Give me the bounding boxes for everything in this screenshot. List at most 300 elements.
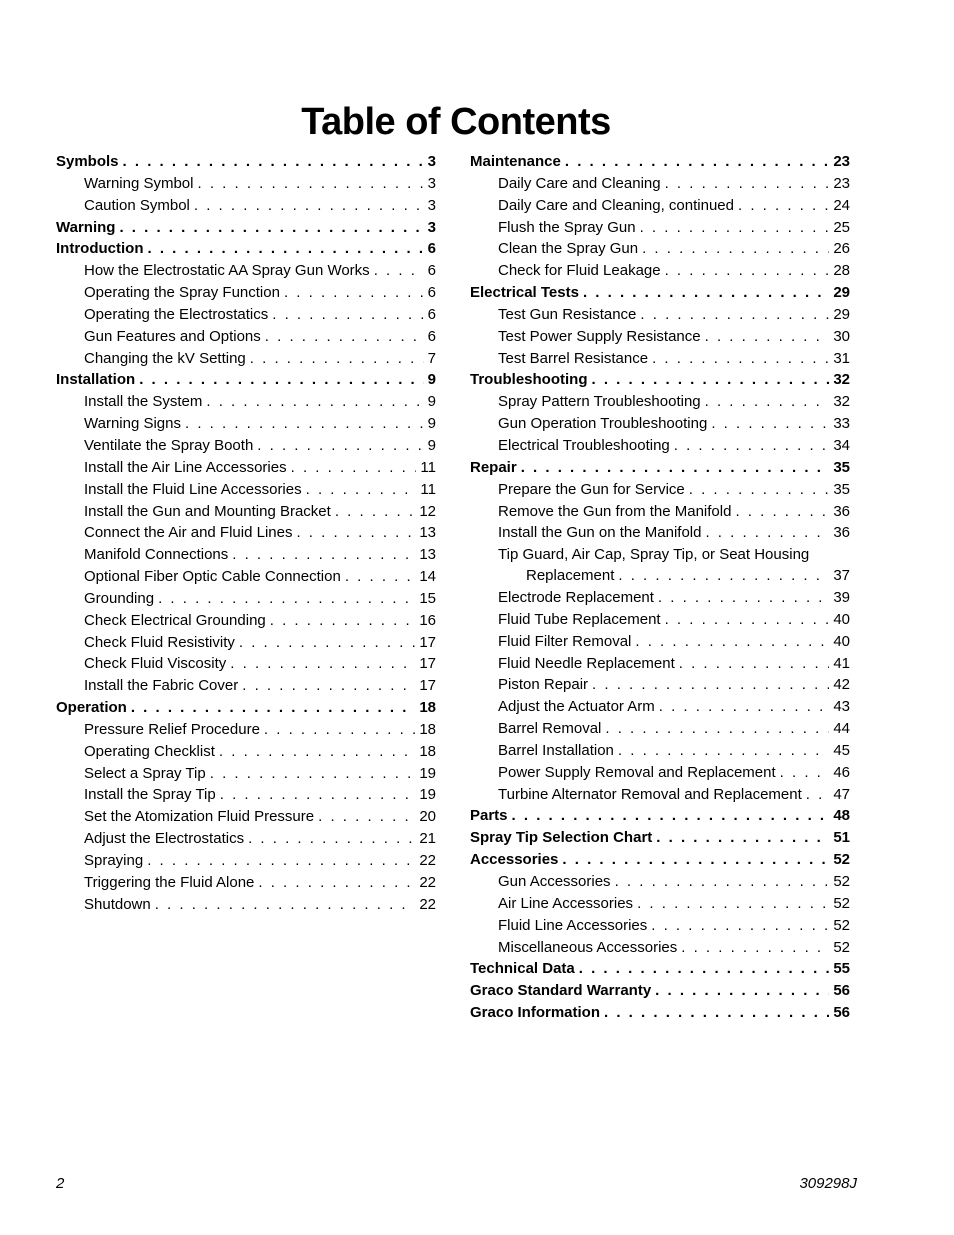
toc-entry-title: Check Fluid Viscosity — [84, 655, 227, 673]
toc-page-number: 24 — [833, 196, 850, 214]
dot-leader — [640, 217, 830, 239]
toc-entry-title: Triggering the Fluid Alone — [84, 873, 255, 891]
toc-entry-title: Flush the Spray Gun — [498, 218, 636, 236]
toc-page-number: 32 — [833, 371, 850, 389]
toc-page-number: 40 — [833, 632, 850, 650]
toc-entry-title: Spraying — [84, 852, 144, 869]
toc-subsection-entry[interactable] — [56, 719, 436, 741]
toc-page-number: 11 — [420, 458, 436, 476]
toc-page-number: 32 — [833, 393, 850, 411]
toc-entry-title: Gun Accessories — [498, 873, 611, 890]
toc-page-number: 3 — [427, 218, 436, 236]
toc-page-number: 17 — [419, 633, 436, 651]
toc-entry-title: Pressure Relief Procedure — [84, 720, 260, 738]
toc-subsection-entry[interactable] — [56, 391, 436, 413]
toc-page-number: 22 — [419, 852, 436, 869]
dot-leader — [147, 850, 415, 872]
toc-entry-title: Troubleshooting — [470, 371, 588, 389]
toc-subsection-entry[interactable] — [470, 565, 850, 587]
toc-entry-title: Parts — [470, 807, 508, 825]
toc-entry-title: Installation — [56, 371, 136, 389]
toc-entry-title: Technical Data — [470, 960, 575, 978]
dot-leader — [735, 501, 829, 523]
toc-entry-title: Adjust the Actuator Arm — [498, 698, 655, 716]
page-title: Table of Contents — [301, 101, 611, 143]
toc-entry-title: Operating the Spray Function — [84, 284, 280, 302]
toc-page-number: 17 — [419, 677, 436, 695]
toc-page-number: 47 — [833, 785, 850, 803]
toc-page-number: 19 — [419, 786, 436, 804]
toc-entry-title: Install the System — [84, 393, 203, 411]
dot-leader — [374, 260, 424, 282]
toc-entry-title-line: Tip Guard, Air Cap, Spray Tip, or Seat Housing — [498, 546, 810, 564]
toc-section-entry[interactable] — [470, 958, 850, 980]
dot-leader — [512, 805, 830, 827]
dot-leader — [665, 260, 830, 282]
dot-leader — [219, 741, 415, 763]
toc-page-number: 35 — [833, 480, 850, 498]
toc-subsection-entry[interactable] — [56, 828, 436, 850]
toc-page-number: 9 — [427, 371, 436, 389]
toc-entry-title: Install the Fluid Line Accessories — [84, 480, 302, 498]
toc-page-number: 6 — [427, 284, 436, 302]
toc-subsection-entry[interactable] — [56, 282, 436, 304]
dot-leader — [210, 763, 416, 785]
toc-entry-title: Check Fluid Resistivity — [84, 633, 235, 651]
dot-leader — [659, 696, 830, 718]
toc-subsection-entry[interactable] — [56, 806, 436, 828]
dot-leader — [665, 173, 830, 195]
dot-leader — [655, 980, 829, 1002]
dot-leader — [155, 894, 416, 916]
toc-entry-title: Check for Fluid Leakage — [498, 262, 661, 280]
toc-page-number: 14 — [419, 568, 436, 586]
dot-leader — [705, 326, 830, 348]
toc-entry-title: Maintenance — [470, 153, 561, 170]
dot-leader — [147, 238, 423, 260]
dot-leader — [565, 151, 829, 173]
dot-leader — [257, 435, 423, 457]
toc-entry-title: Warning Signs — [84, 415, 181, 433]
toc-entry-title: Daily Care and Cleaning, continued — [498, 196, 734, 214]
toc-section-entry[interactable] — [470, 980, 850, 1002]
dot-leader — [264, 719, 415, 741]
dot-leader — [579, 958, 830, 980]
dot-leader — [258, 872, 415, 894]
toc-subsection-entry[interactable] — [56, 348, 436, 370]
toc-subsection-entry[interactable] — [56, 260, 436, 282]
toc-page-number: 34 — [833, 436, 850, 454]
toc-page-number: 7 — [427, 349, 436, 367]
dot-leader — [658, 587, 829, 609]
dot-leader — [158, 588, 415, 610]
toc-subsection-entry[interactable] — [470, 696, 850, 718]
toc-subsection-entry[interactable] — [470, 631, 850, 653]
toc-entry-title: Graco Standard Warranty — [470, 982, 652, 1000]
toc-section-entry[interactable] — [470, 369, 850, 391]
dot-leader — [265, 326, 424, 348]
toc-page-number: 18 — [419, 742, 436, 760]
toc-entry-title: Miscellaneous Accessories — [498, 938, 678, 956]
dot-leader — [651, 915, 829, 937]
toc-subsection-entry[interactable] — [56, 610, 436, 632]
toc-section-entry[interactable] — [470, 849, 850, 871]
toc-section-entry[interactable] — [56, 238, 436, 260]
toc-column-left — [56, 151, 436, 916]
toc-subsection-entry[interactable] — [470, 609, 850, 631]
toc-subsection-entry[interactable] — [470, 326, 850, 348]
toc-entry-title: Barrel Installation — [498, 741, 614, 759]
toc-subsection-entry[interactable] — [56, 741, 436, 763]
dot-leader — [640, 304, 829, 326]
dot-leader — [656, 827, 829, 849]
toc-entry-title: Air Line Accessories — [498, 894, 634, 912]
toc-subsection-entry[interactable] — [470, 871, 850, 893]
toc-entry-title: Warning Symbol — [84, 174, 194, 192]
toc-entry-title: Fluid Tube Replacement — [498, 610, 661, 628]
toc-page-number: 25 — [833, 218, 850, 236]
toc-entry-title: Caution Symbol — [84, 196, 190, 214]
toc-subsection-entry[interactable] — [470, 391, 850, 413]
toc-page-number: 56 — [833, 1004, 850, 1022]
toc-column-right — [470, 151, 850, 1024]
toc-subsection-entry[interactable] — [470, 740, 850, 762]
toc-entry-title: Warning — [56, 218, 116, 236]
toc-entry-title: Electrode Replacement — [498, 589, 654, 607]
dot-leader — [738, 195, 829, 217]
toc-page-number: 18 — [419, 699, 436, 717]
dot-leader — [139, 369, 423, 391]
toc-page-number: 40 — [833, 610, 850, 628]
toc-subsection-entry[interactable] — [470, 435, 850, 457]
toc-page-number: 28 — [833, 262, 850, 280]
dot-leader — [230, 653, 415, 675]
toc-subsection-entry[interactable] — [470, 915, 850, 937]
toc-subsection-entry[interactable] — [470, 674, 850, 696]
dot-leader — [635, 631, 829, 653]
toc-page-number: 26 — [833, 240, 850, 258]
toc-page-number: 55 — [833, 960, 850, 978]
dot-leader — [242, 675, 415, 697]
dot-leader — [618, 740, 829, 762]
dot-leader — [194, 195, 424, 217]
toc-entry-title: Shutdown — [84, 895, 151, 913]
toc-page-number: 43 — [833, 698, 850, 716]
toc-page-number: 22 — [419, 895, 436, 913]
toc-section-entry[interactable] — [470, 282, 850, 304]
toc-subsection-entry[interactable] — [56, 675, 436, 697]
toc-entry-title: Spray Tip Selection Chart — [470, 829, 653, 847]
toc-entry-title: Check Electrical Grounding — [84, 611, 266, 629]
toc-page-number: 6 — [427, 240, 436, 258]
dot-leader — [291, 457, 417, 479]
toc-subsection-entry[interactable] — [470, 937, 850, 959]
toc-section-entry[interactable] — [56, 151, 436, 173]
toc-subsection-entry[interactable] — [56, 544, 436, 566]
toc-page-number: 20 — [419, 808, 436, 826]
toc-entry-title: Install the Spray Tip — [84, 786, 216, 804]
dot-leader — [592, 369, 830, 391]
toc-subsection-entry[interactable] — [470, 413, 850, 435]
toc-page-number: 3 — [427, 174, 436, 192]
dot-leader — [220, 784, 416, 806]
toc-page-number: 31 — [833, 349, 850, 367]
dot-leader — [206, 391, 423, 413]
dot-leader — [185, 413, 424, 435]
dot-leader — [583, 282, 829, 304]
toc-page-number: 16 — [419, 611, 436, 629]
toc-subsection-entry[interactable] — [56, 566, 436, 588]
toc-entry-title: Turbine Alternator Removal and Replacement — [498, 785, 802, 803]
toc-subsection-entry[interactable] — [470, 762, 850, 784]
toc-page-number: 52 — [833, 873, 850, 890]
toc-page-number: 17 — [419, 655, 436, 673]
toc-subsection-entry[interactable] — [56, 413, 436, 435]
toc-page-number: 18 — [419, 720, 436, 738]
dot-leader — [197, 173, 423, 195]
toc-entry-title: Repair — [470, 458, 517, 476]
toc-subsection-entry[interactable] — [56, 522, 436, 544]
toc-entry-title: Install the Gun on the Manifold — [498, 524, 702, 542]
toc-entry-title: Electrical Tests — [470, 284, 579, 302]
toc-entry-title: Piston Repair — [498, 676, 589, 694]
footer-page-number: 2 — [56, 1175, 65, 1192]
toc-subsection-entry[interactable] — [56, 763, 436, 785]
toc-subsection-entry[interactable] — [56, 653, 436, 675]
toc-subsection-entry[interactable] — [470, 479, 850, 501]
dot-leader — [780, 762, 830, 784]
toc-entry-title: Fluid Filter Removal — [498, 632, 632, 650]
toc-section-entry[interactable] — [470, 805, 850, 827]
toc-page-number: 6 — [427, 327, 436, 345]
toc-subsection-entry[interactable] — [470, 893, 850, 915]
toc-page-number: 13 — [419, 524, 436, 542]
toc-page-number: 46 — [833, 763, 850, 781]
toc-page-number: 3 — [427, 153, 436, 170]
dot-leader — [306, 479, 417, 501]
toc-page-number: 30 — [833, 327, 850, 345]
dot-leader — [615, 871, 830, 893]
toc-subsection-entry[interactable] — [470, 217, 850, 239]
toc-entry-title: Clean the Spray Gun — [498, 240, 639, 258]
toc-subsection-entry[interactable] — [56, 435, 436, 457]
dot-leader — [131, 697, 415, 719]
toc-page-number: 9 — [427, 415, 436, 433]
dot-leader — [270, 610, 416, 632]
toc-entry-title: Install the Fabric Cover — [84, 677, 239, 695]
dot-leader — [296, 522, 415, 544]
toc-subsection-entry[interactable] — [56, 457, 436, 479]
toc-page-number: 12 — [419, 502, 436, 520]
toc-entry-title: Prepare the Gun for Service — [498, 480, 685, 498]
toc-page-number: 6 — [427, 262, 436, 280]
dot-leader — [618, 565, 829, 587]
toc-entry-title: Test Gun Resistance — [498, 305, 637, 323]
dot-leader — [318, 806, 415, 828]
toc-entry-title: Daily Care and Cleaning — [498, 174, 661, 192]
toc-subsection-entry[interactable] — [56, 173, 436, 195]
toc-page-number: 52 — [833, 851, 850, 869]
toc-entry-title: Install the Gun and Mounting Bracket — [84, 502, 331, 520]
toc-page-number: 11 — [420, 480, 436, 498]
dot-leader — [123, 151, 424, 173]
dot-leader — [605, 718, 829, 740]
toc-subsection-entry[interactable] — [470, 522, 850, 544]
dot-leader — [679, 653, 830, 675]
toc-page-number: 45 — [833, 741, 850, 759]
toc-entry-title: Remove the Gun from the Manifold — [498, 502, 732, 520]
toc-subsection-entry[interactable] — [56, 632, 436, 654]
dot-leader — [521, 457, 830, 479]
toc-subsection-entry[interactable] — [470, 260, 850, 282]
toc-subsection-entry[interactable] — [56, 479, 436, 501]
toc-page-number: 42 — [833, 676, 850, 694]
dot-leader — [562, 849, 829, 871]
toc-page-number: 35 — [833, 458, 850, 476]
toc-entry-title: Power Supply Removal and Replacement — [498, 763, 776, 781]
toc-entry-title: Install the Air Line Accessories — [84, 458, 287, 476]
dot-leader — [652, 348, 829, 370]
toc-entry-title: Operation — [56, 699, 127, 717]
dot-leader — [674, 435, 830, 457]
toc-subsection-entry[interactable] — [470, 653, 850, 675]
toc-subsection-entry[interactable] — [56, 872, 436, 894]
toc-subsection-entry[interactable] — [470, 173, 850, 195]
toc-page-number: 52 — [833, 894, 850, 912]
toc-subsection-entry[interactable] — [56, 588, 436, 610]
toc-section-entry[interactable] — [56, 217, 436, 239]
toc-section-entry[interactable] — [470, 827, 850, 849]
toc-page-number: 56 — [833, 982, 850, 1000]
toc-page-number: 9 — [427, 393, 436, 411]
toc-entry-title: Operating the Electrostatics — [84, 305, 269, 323]
toc-page-number: 13 — [419, 546, 436, 564]
toc-entry-title: Fluid Needle Replacement — [498, 654, 675, 672]
dot-leader — [711, 413, 829, 435]
toc-page-number: 21 — [419, 830, 436, 848]
toc-subsection-entry[interactable] — [470, 238, 850, 260]
dot-leader — [604, 1002, 829, 1024]
toc-entry-title: Spray Pattern Troubleshooting — [498, 393, 701, 411]
toc-entry-title: Manifold Connections — [84, 546, 229, 564]
toc-entry-title: Introduction — [56, 240, 144, 258]
toc-entry-title: Set the Atomization Fluid Pressure — [84, 808, 315, 826]
dot-leader — [637, 893, 829, 915]
toc-page-number: 29 — [833, 305, 850, 323]
toc-page-number: 23 — [833, 174, 850, 192]
toc-page-number: 39 — [833, 589, 850, 607]
toc-subsection-entry[interactable] — [470, 784, 850, 806]
toc-entry-title: Accessories — [470, 851, 559, 869]
toc-entry-title: Barrel Removal — [498, 720, 602, 738]
toc-entry-title: Ventilate the Spray Booth — [84, 436, 254, 454]
toc-subsection-entry[interactable] — [56, 784, 436, 806]
dot-leader — [119, 217, 423, 239]
toc-section-entry[interactable] — [470, 457, 850, 479]
toc-page-number: 44 — [833, 720, 850, 738]
toc-entry-title: Gun Features and Options — [84, 327, 261, 345]
toc-page-number: 6 — [427, 305, 436, 323]
toc-page-number: 15 — [419, 589, 436, 607]
toc-entry-title: Test Power Supply Resistance — [498, 327, 701, 345]
toc-entry-title: How the Electrostatic AA Spray Gun Works — [84, 262, 370, 280]
toc-page-number: 23 — [833, 153, 850, 170]
toc-page-number: 52 — [833, 938, 850, 956]
toc-entry-title: Operating Checklist — [84, 742, 215, 760]
toc-subsection-entry[interactable] — [56, 304, 436, 326]
toc-page-number: 48 — [833, 807, 850, 825]
toc-entry-title: Replacement — [526, 567, 615, 585]
toc-entry-title: Optional Fiber Optic Cable Connection — [84, 568, 341, 586]
dot-leader — [642, 238, 829, 260]
toc-entry-title: Select a Spray Tip — [84, 764, 206, 782]
dot-leader — [806, 784, 830, 806]
toc-subsection-entry[interactable] — [470, 718, 850, 740]
toc-subsection-entry[interactable] — [56, 501, 436, 523]
toc-subsection-entry[interactable] — [470, 587, 850, 609]
toc-section-entry[interactable] — [56, 697, 436, 719]
toc-page-number: 36 — [833, 502, 850, 520]
dot-leader — [705, 391, 830, 413]
toc-entry-title: Electrical Troubleshooting — [498, 436, 670, 454]
footer-document-number: 309298J — [799, 1175, 857, 1192]
toc-page-number: 33 — [833, 415, 850, 433]
toc-entry-title: Symbols — [56, 153, 119, 170]
dot-leader — [665, 609, 830, 631]
toc-page-number: 51 — [833, 829, 850, 847]
dot-leader — [705, 522, 829, 544]
toc-page-number: 52 — [833, 916, 850, 934]
toc-page-number: 19 — [419, 764, 436, 782]
toc-entry-title: Fluid Line Accessories — [498, 916, 648, 934]
toc-subsection-entry[interactable] — [470, 348, 850, 370]
toc-subsection-entry[interactable] — [470, 304, 850, 326]
dot-leader — [345, 566, 416, 588]
toc-entry-title: Connect the Air and Fluid Lines — [84, 524, 293, 542]
toc-page-number: 22 — [419, 873, 436, 891]
toc-section-entry[interactable] — [470, 1002, 850, 1024]
toc-page-number: 36 — [833, 524, 850, 542]
toc-entry-title: Changing the kV Setting — [84, 349, 246, 367]
toc-entry-title: Graco Information — [470, 1004, 601, 1022]
toc-entry-title: Test Barrel Resistance — [498, 349, 649, 367]
dot-leader — [689, 479, 830, 501]
toc-section-entry[interactable] — [56, 369, 436, 391]
toc-entry-title: Adjust the Electrostatics — [84, 830, 245, 848]
toc-entry-title: Grounding — [84, 589, 155, 607]
toc-subsection-entry[interactable] — [56, 894, 436, 916]
toc-page-number: 9 — [427, 436, 436, 454]
toc-subsection-entry[interactable] — [470, 501, 850, 523]
toc-section-entry[interactable] — [470, 151, 850, 173]
toc-page-number: 3 — [427, 196, 436, 214]
toc-subsection-entry[interactable] — [56, 850, 436, 872]
dot-leader — [239, 632, 415, 654]
dot-leader — [335, 501, 416, 523]
toc-subsection-entry[interactable] — [56, 326, 436, 348]
dot-leader — [272, 304, 423, 326]
toc-subsection-entry[interactable] — [470, 195, 850, 217]
dot-leader — [248, 828, 415, 850]
toc-page-number: 41 — [833, 654, 850, 672]
dot-leader — [284, 282, 424, 304]
toc-entry-title: Gun Operation Troubleshooting — [498, 415, 708, 433]
toc-page-number: 37 — [833, 567, 850, 585]
toc-subsection-entry[interactable] — [56, 195, 436, 217]
dot-leader — [681, 937, 829, 959]
toc-page-number: 29 — [833, 284, 850, 302]
dot-leader — [592, 674, 829, 696]
